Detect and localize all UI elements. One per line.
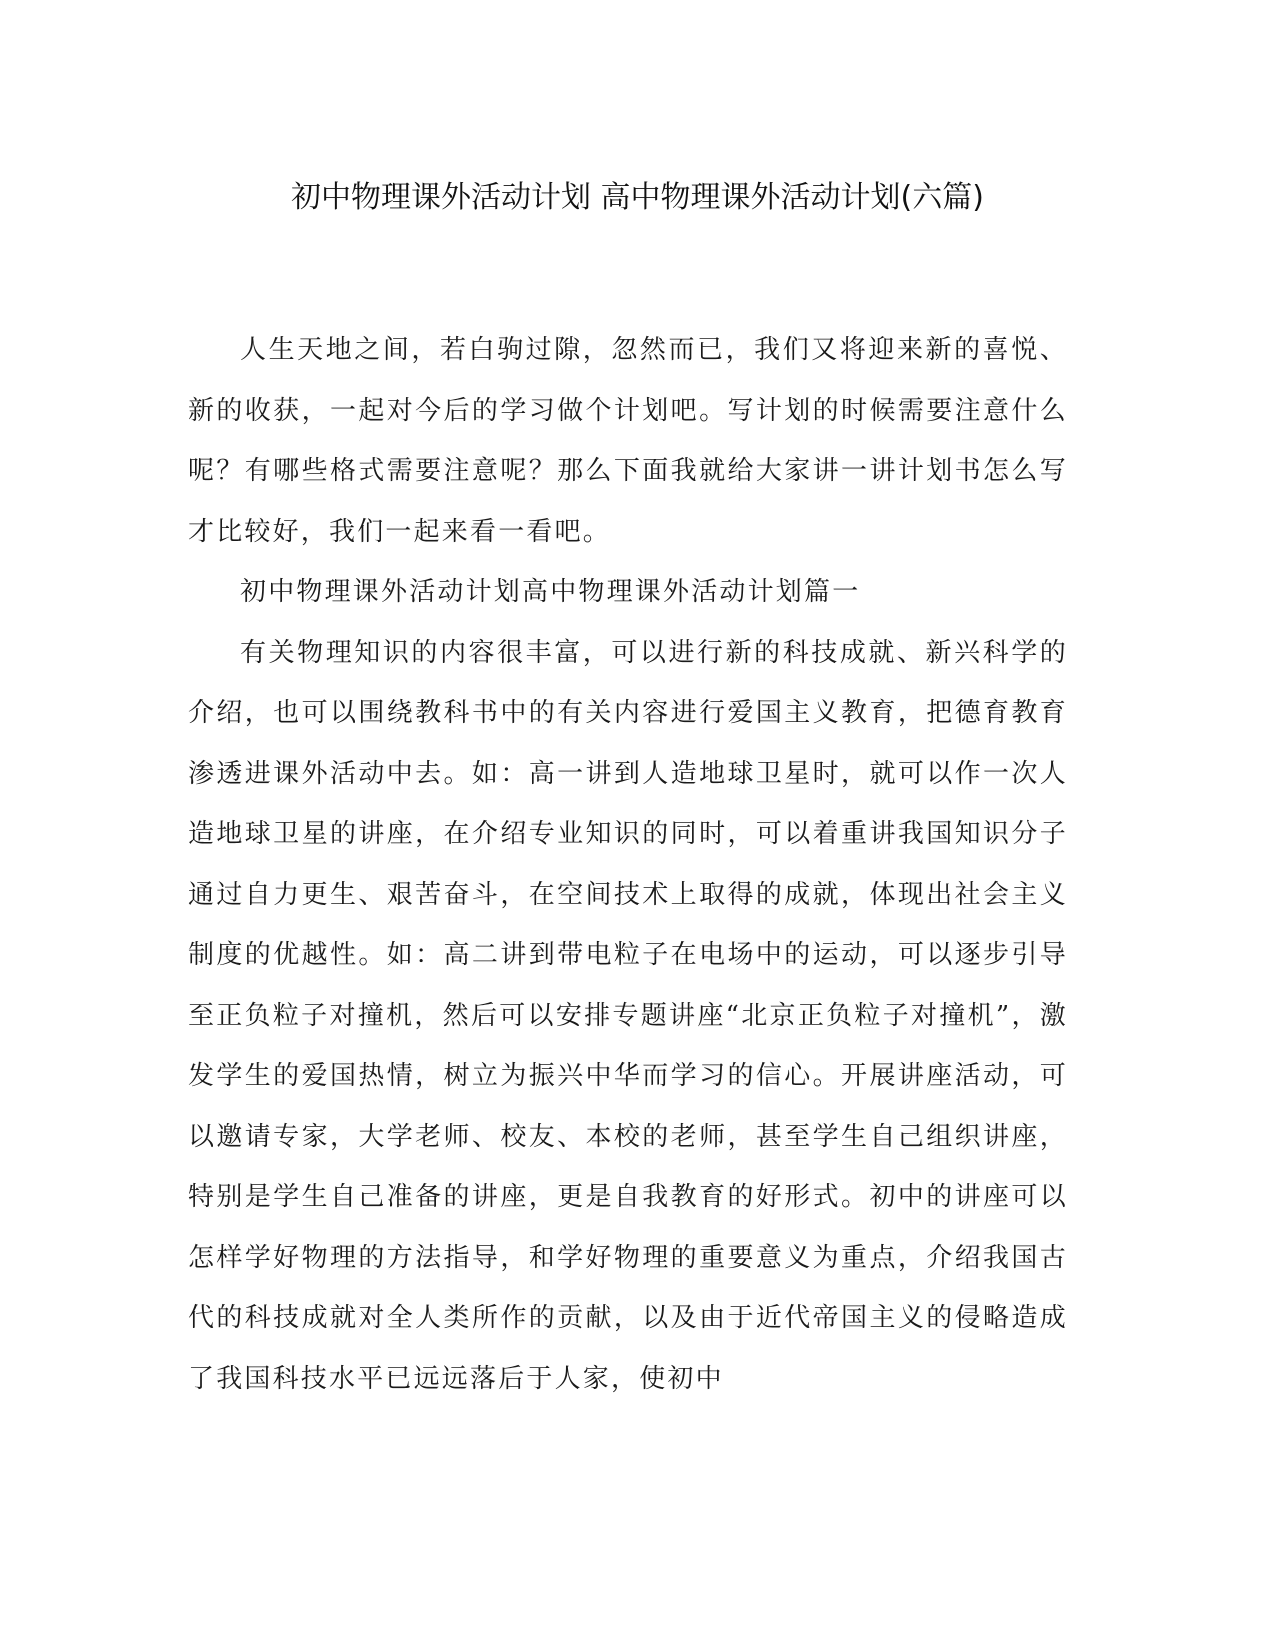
section-paragraph: 有关物理知识的内容很丰富，可以进行新的科技成就、新兴科学的介绍，也可以围绕教科书中的有关内容进行爱国主义教育，把德育教育渗透进课外活动中去。如：高一讲到人造地球卫星时，就可以作一次人造地球卫星的讲座，在介绍专业知识的同时，可以着重讲我国知识分子通过自力更生、艰苦奋斗，在空间技术上取得的成就，体现出社会主义制度的优越性。如：高二讲到带电粒子在电场中的运动，可以逐步引导至正负粒子对撞机，然后可以安排专题讲座“北京正负粒子对撞机”，激发学生的爱国热情，树立为振兴中华而学习的信心。开展讲座活动，可以邀请专家，大学老师、校友、本校的老师，甚至学生自己组织讲座，特别是学生自己准备的讲座，更是自我教育的好形式。初中的讲座可以怎样学好物理的方法指导，和学好物理的重要意义为重点，介绍我国古代的科技成就对全人类所作的贡献，以及由于近代帝国主义的侵略造成了我国科技水平已远远落后于人家，使初中 bbox=[188, 637, 1068, 1394]
document-body bbox=[188, 320, 1068, 1409]
intro-paragraph: 人生天地之间，若白驹过隙，忽然而已，我们又将迎来新的喜悦、新的收获，一起对今后的学习做个计划吧。写计划的时候需要注意什么呢？有哪些格式需要注意呢？那么下面我就给大家讲一讲计划书怎么写才比较好，我们一起来看一看吧。 bbox=[188, 335, 1068, 547]
document-title: 初中物理课外活动计划 高中物理课外活动计划(六篇) bbox=[291, 180, 984, 215]
section-heading: 初中物理课外活动计划高中物理课外活动计划篇一 bbox=[240, 577, 861, 607]
